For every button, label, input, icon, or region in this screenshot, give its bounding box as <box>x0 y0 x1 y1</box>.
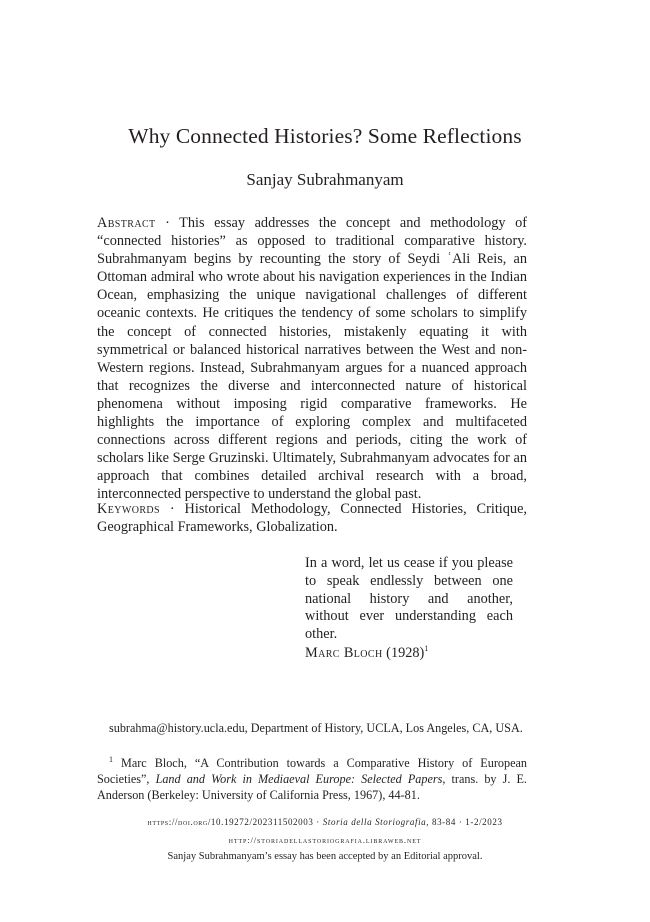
epigraph-attribution <box>305 645 428 662</box>
epigraph-author: Marc Bloch <box>305 645 383 661</box>
author-name: Sanjay Subrahmanyam <box>246 170 404 189</box>
footnote-1-marker: 1 <box>109 754 113 764</box>
abstract-label: Abstract <box>97 215 156 231</box>
epigraph-year: (1928) <box>382 645 425 661</box>
paper-title: Why Connected Histories? Some Reflections <box>128 124 522 148</box>
author-affiliation: subrahma@history.ucla.edu, Department of History, UCLA, Los Angeles, CA, USA. <box>109 721 523 735</box>
footnote-1 <box>97 755 527 803</box>
footnote-1-book-title: Land and Work in Mediaeval Europe: Selected Papers <box>155 772 443 786</box>
footnote-1-post: , trans. by J. E. Anderson (Berkeley: University of California Press, 1967), 44-81. <box>97 772 527 802</box>
footer-website <box>0 835 650 845</box>
keywords-text: Historical Methodology, Connected Histories, Critique, Geographical Frameworks, Globalization. <box>97 501 527 536</box>
keywords-label: Keywords <box>97 501 160 517</box>
epigraph-quote: In a word, let us cease if you please to speak endlessly between one national history and another, without ever understanding each other. <box>305 555 513 643</box>
abstract <box>97 214 527 504</box>
abstract-separator: · <box>155 215 180 231</box>
journal-name: Storia della Storiografia <box>322 817 427 827</box>
abstract-text: This essay addresses the concept and methodology of “connected histories” as opposed to traditional comparative history. Subrahmanyam begins by recounting the story of Seydi ʿAli Reis, an Ottoman admiral who wrote about his navigation experiences in the Indian Ocean, emphasizing the unique navigational challenges of different oceanic contexts. He critiques the tendency of some scholars to simplify the concept of connected histories, mistakenly equating it with symmetrical or balanced historical narratives between the West and non-Western regions. Instead, Subrahmanyam argues for a nuanced approach that recognizes the diverse and interconnected nature of historical phenomena without imposing rigid comparative frameworks. He highlights the importance of exploring complex and multifaceted connections across different regions and periods, citing the work of scholars like Serge Gruzinski. Ultimately, Subrahmanyam advocates for an approach that combines detailed archival research with a broad, interconnected perspective to understand the global past. <box>97 215 527 503</box>
keywords-separator: · <box>159 501 185 517</box>
footer-editorial-note: Sanjay Subrahmanyam’s essay has been accepted by an Editorial approval. <box>167 851 483 862</box>
website-link[interactable]: http://storiadellastoriografia.libraweb.net <box>228 835 422 845</box>
doi-link[interactable]: https://doi.org/10.19272/202311502003 <box>147 817 314 827</box>
footnote-1-pre: Marc Bloch, “A Contribution towards a Comparative History of European Societies”, <box>97 756 527 786</box>
footer-citation <box>0 817 650 827</box>
footer-sep: · <box>313 817 323 827</box>
keywords <box>97 500 527 536</box>
epigraph-footnote-marker[interactable]: 1 <box>424 644 429 654</box>
journal-pages: , 83-84 · 1-2/2023 <box>426 817 503 827</box>
